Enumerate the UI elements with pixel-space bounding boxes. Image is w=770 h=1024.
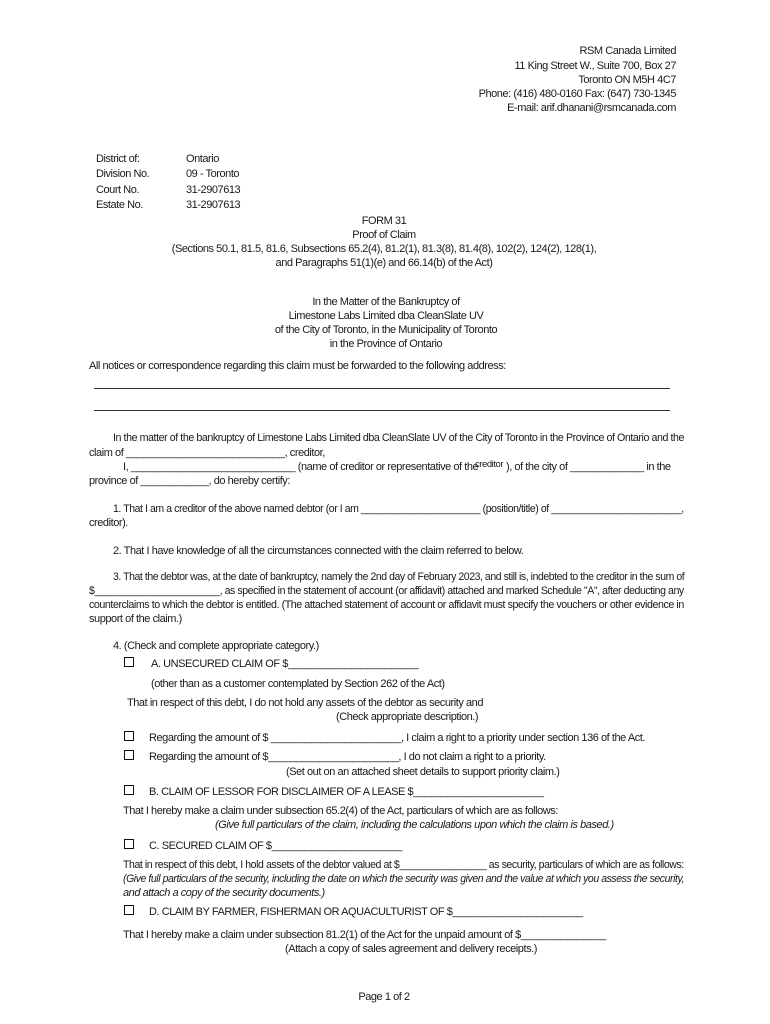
matter-line-3: of the City of Toronto, in the Municipality of Toronto [274, 324, 498, 336]
priority-136-text: Regarding the amount of $ _______________________, I claim a right to a priority under section 136 of the Act. [149, 732, 645, 744]
option-a-security-text: That in respect of this debt, I do not hold any assets of the debtor as security and [127, 697, 483, 709]
division-label: Division No. [96, 168, 150, 180]
city-of-line: ), of the city of _____________ in the [506, 461, 671, 473]
claim-of-line: claim of ____________________________, creditor, [89, 447, 325, 459]
checkbox-secured[interactable] [124, 839, 134, 849]
checkbox-priority-136[interactable] [124, 731, 134, 741]
option-a-check-desc: (Check appropriate description.) [336, 711, 479, 723]
company-street: 11 King Street W., Suite 700, Box 27 [514, 60, 676, 72]
option-b-label: B. CLAIM OF LESSOR FOR DISCLAIMER OF A LEASE $_______________________ [149, 786, 544, 798]
notices-instruction: All notices or correspondence regarding this claim must be forwarded to the following address: [89, 360, 506, 372]
option-c-note-1: (Give full particulars of the security, including the date on which the security was given and the value at which you assess the security, [123, 873, 684, 885]
company-city: Toronto ON M5H 4C7 [578, 74, 676, 86]
page-number: Page 1 of 2 [358, 991, 410, 1003]
address-line-1[interactable] [94, 388, 670, 389]
creditor-name-line: I, _____________________________ (name of creditor or representative of the [123, 461, 479, 473]
matter-line-2: Limestone Labs Limited dba CleanSlate UV [288, 310, 484, 322]
company-name: RSM Canada Limited [579, 45, 676, 57]
item-3-line-1: 3. That the debtor was, at the date of bankruptcy, namely the 2nd day of February 2023, and still is, indebted to the creditor in the sum of [113, 571, 685, 583]
item-3-line-3: counterclaims to which the debtor is entitled. (The attached statement of account or affidavit must specify the vouchers or other evidence in [89, 599, 684, 611]
checkbox-lessor[interactable] [124, 785, 134, 795]
court-label: Court No. [96, 184, 140, 196]
district-value: Ontario [186, 153, 219, 165]
checkbox-no-priority[interactable] [124, 750, 134, 760]
matter-line-1: In the Matter of the Bankruptcy of [312, 296, 460, 308]
estate-value: 31-2907613 [186, 199, 241, 211]
option-c-note-2: and attach a copy of the security documents.) [123, 887, 325, 899]
address-line-2[interactable] [94, 410, 670, 411]
district-label: District of: [96, 153, 140, 165]
company-phone-fax: Phone: (416) 480-0160 Fax: (647) 730-1345 [478, 88, 676, 100]
form-number: FORM 31 [361, 215, 407, 227]
no-priority-text: Regarding the amount of $_______________________, I do not claim a right to a priority. [149, 751, 546, 763]
division-value: 09 - Toronto [186, 168, 240, 180]
bankruptcy-matter-text: In the matter of the bankruptcy of Limestone Labs Limited dba CleanSlate UV of the City of Toronto in the Province of Ontario and the [113, 432, 685, 444]
item-3-line-2: $_______________________, as specified in the statement of account (or affidavit) attached and marked Schedule "A", after deducting any [89, 585, 684, 597]
form-paragraphs: and Paragraphs 51(1)(e) and 66.14(b) of the Act) [275, 257, 493, 269]
item-4: 4. (Check and complete appropriate category.) [113, 640, 319, 652]
option-a-label: A. UNSECURED CLAIM OF $_______________________ [151, 658, 419, 670]
option-d-note: (Attach a copy of sales agreement and delivery receipts.) [285, 943, 537, 955]
option-d-text: That I hereby make a claim under subsection 81.2(1) of the Act for the unpaid amount of $_______________ [123, 929, 606, 941]
option-b-text: That I hereby make a claim under subsection 65.2(4) of the Act, particulars of which are as follows: [123, 805, 558, 817]
creditor-word: creditor [475, 459, 504, 470]
form-sections: (Sections 50.1, 81.5, 81.6, Subsections 65.2(4), 81.2(1), 81.3(8), 81.4(8), 102(2), 124(2), 128(1), [171, 243, 597, 255]
option-b-note: (Give full particulars of the claim, including the calculations upon which the claim is based.) [215, 819, 614, 831]
checkbox-unsecured[interactable] [124, 657, 134, 667]
item-1-line-2: creditor). [89, 517, 128, 529]
item-2: 2. That I have knowledge of all the circumstances connected with the claim referred to below. [113, 545, 524, 557]
option-d-label: D. CLAIM BY FARMER, FISHERMAN OR AQUACULTURIST OF $_______________________ [149, 906, 583, 918]
company-email[interactable]: E-mail: arif.dhanani@rsmcanada.com [507, 102, 676, 114]
option-a-note: (other than as a customer contemplated by Section 262 of the Act) [151, 678, 445, 690]
item-1-line-1: 1. That I am a creditor of the above named debtor (or I am ______________________ (position/title) of ________________________, [113, 503, 684, 515]
matter-line-4: in the Province of Ontario [329, 338, 443, 350]
estate-label: Estate No. [96, 199, 143, 211]
option-c-label: C. SECURED CLAIM OF $_______________________ [149, 840, 402, 852]
item-3-line-4: support of the claim.) [89, 613, 182, 625]
court-value: 31-2907613 [186, 184, 241, 196]
priority-sheet-note: (Set out on an attached sheet details to support priority claim.) [286, 766, 560, 778]
form-title: Proof of Claim [352, 229, 416, 241]
option-c-text: That in respect of this debt, I hold assets of the debtor valued at $________________ as security, particulars of which are as follows: [123, 859, 684, 871]
province-certify-line: province of ____________, do hereby certify: [89, 475, 290, 487]
checkbox-farmer[interactable] [124, 905, 134, 915]
